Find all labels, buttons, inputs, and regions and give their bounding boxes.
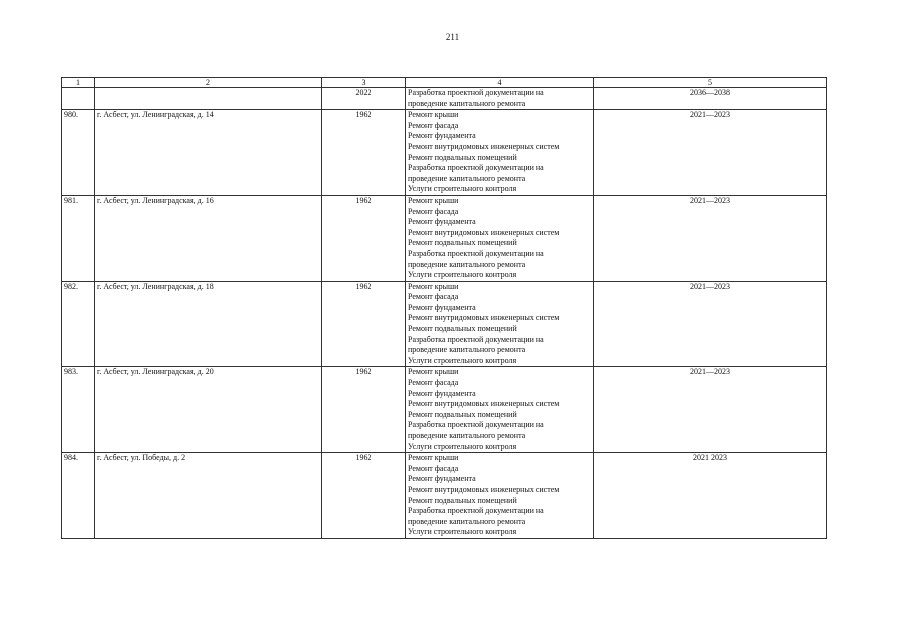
work-item: Разработка проектной документации на — [408, 334, 544, 344]
works-cell — [406, 453, 594, 539]
work-item: Ремонт фундамента — [408, 388, 476, 398]
build-year-cell: 1962 — [322, 281, 406, 367]
address-cell: г. Асбест, ул. Победы, д. 2 — [95, 453, 322, 539]
work-item: Ремонт внутридомовых инженерных систем — [408, 141, 560, 151]
table-row — [62, 110, 827, 196]
work-item: Ремонт внутридомовых инженерных систем — [408, 227, 560, 237]
work-item: проведение капитального ремонта — [408, 345, 526, 355]
repair-period-cell: 2021—2023 — [594, 367, 827, 453]
address-cell: г. Асбест, ул. Ленинградская, д. 14 — [95, 110, 322, 196]
work-item: Ремонт фундамента — [408, 474, 476, 484]
work-item: Ремонт крыши — [408, 453, 459, 463]
work-item: Услуги строительного контроля — [408, 527, 517, 537]
works-cell — [406, 195, 594, 281]
address-cell: г. Асбест, ул. Ленинградская, д. 20 — [95, 367, 322, 453]
row-number-cell: 984. — [62, 453, 95, 539]
works-cell — [406, 367, 594, 453]
work-item: Услуги строительного контроля — [408, 441, 517, 451]
work-item: Ремонт внутридомовых инженерных систем — [408, 484, 560, 494]
page-number: 211 — [445, 32, 460, 42]
work-item: Ремонт фасада — [408, 378, 459, 388]
column-number-cell: 5 — [594, 78, 827, 88]
build-year-cell: 2022 — [322, 88, 406, 110]
work-item: Ремонт подвальных помещений — [408, 495, 517, 505]
work-item: проведение капитального ремонта — [408, 173, 526, 183]
column-number-row — [62, 78, 827, 88]
build-year-cell: 1962 — [322, 453, 406, 539]
row-number-cell: 982. — [62, 281, 95, 367]
works-cell — [406, 110, 594, 196]
table-row — [62, 195, 827, 281]
work-item: Ремонт подвальных помещений — [408, 409, 517, 419]
column-number-cell: 1 — [62, 78, 95, 88]
row-number-cell: 980. — [62, 110, 95, 196]
table-row — [62, 453, 827, 539]
address-cell: г. Асбест, ул. Ленинградская, д. 16 — [95, 195, 322, 281]
work-item: проведение капитального ремонта — [408, 431, 526, 440]
work-item: Услуги строительного контроля — [408, 184, 517, 194]
table-row — [62, 281, 827, 367]
build-year-cell: 1962 — [322, 195, 406, 281]
works-cell — [406, 88, 594, 110]
row-number-cell — [62, 88, 95, 110]
repair-period-cell: 2021 2023 — [594, 453, 827, 539]
work-item: Ремонт фасада — [408, 463, 459, 473]
repair-schedule-table — [61, 77, 827, 539]
work-item: Ремонт фасада — [408, 120, 459, 130]
row-number-cell: 981. — [62, 195, 95, 281]
column-number-cell: 3 — [322, 78, 406, 88]
repair-period-cell: 2036—2038 — [594, 88, 827, 110]
work-item: Разработка проектной документации на — [408, 506, 544, 516]
work-item: Разработка проектной документации на — [408, 88, 544, 97]
work-item: Разработка проектной документации на — [408, 163, 544, 173]
work-item: Ремонт фасада — [408, 292, 459, 302]
work-item: Ремонт подвальных помещений — [408, 324, 517, 334]
column-number-cell: 2 — [95, 78, 322, 88]
work-item: Ремонт фундамента — [408, 131, 476, 141]
work-item: проведение капитального ремонта — [408, 98, 526, 108]
work-item: Разработка проектной документации на — [408, 248, 544, 258]
work-item: Ремонт подвальных помещений — [408, 238, 517, 248]
repair-period-cell: 2021—2023 — [594, 110, 827, 196]
work-item: Ремонт крыши — [408, 110, 459, 120]
address-cell — [95, 88, 322, 110]
repair-period-cell: 2021—2023 — [594, 281, 827, 367]
work-item: проведение капитального ремонта — [408, 259, 526, 269]
address-cell: г. Асбест, ул. Ленинградская, д. 18 — [95, 281, 322, 367]
work-item: Ремонт фундамента — [408, 217, 476, 227]
column-number-cell: 4 — [406, 78, 594, 88]
table-row — [62, 367, 827, 453]
work-item: Ремонт крыши — [408, 281, 459, 291]
work-item: Ремонт внутридомовых инженерных систем — [408, 399, 560, 409]
work-item: Услуги строительного контроля — [408, 270, 517, 280]
work-item: Ремонт фундамента — [408, 302, 476, 312]
work-item: проведение капитального ремонта — [408, 516, 526, 526]
repair-period-cell: 2021—2023 — [594, 195, 827, 281]
build-year-cell: 1962 — [322, 110, 406, 196]
table-row — [62, 88, 827, 110]
work-item: Ремонт подвальных помещений — [408, 152, 517, 162]
build-year-cell: 1962 — [322, 367, 406, 453]
row-number-cell: 983. — [62, 367, 95, 453]
work-item: Услуги строительного контроля — [408, 355, 517, 365]
work-item: Ремонт крыши — [408, 195, 459, 205]
work-item: Ремонт крыши — [408, 367, 459, 377]
works-cell — [406, 281, 594, 367]
work-item: Ремонт внутридомовых инженерных систем — [408, 313, 560, 323]
work-item: Разработка проектной документации на — [408, 420, 544, 430]
work-item: Ремонт фасада — [408, 206, 459, 216]
